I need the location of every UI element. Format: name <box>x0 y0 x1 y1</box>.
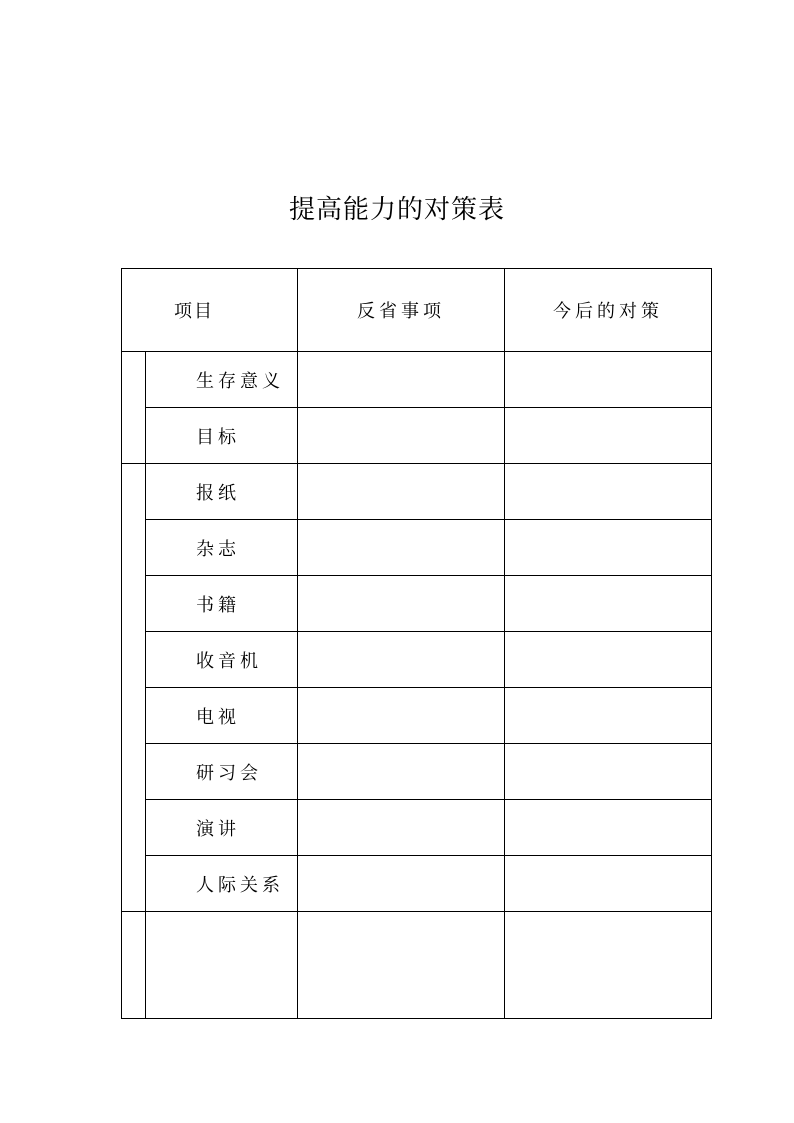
table-row <box>122 632 712 688</box>
reflection-cell[interactable] <box>298 744 505 800</box>
item-label: 演讲 <box>146 800 298 856</box>
table-row <box>122 688 712 744</box>
countermeasure-cell[interactable] <box>505 352 712 408</box>
item-label: 书籍 <box>146 576 298 632</box>
table-row <box>122 800 712 856</box>
item-label: 研习会 <box>146 744 298 800</box>
reflection-cell[interactable] <box>298 912 505 1019</box>
page-title: 提高能力的对策表 <box>288 195 505 225</box>
countermeasure-cell[interactable] <box>505 632 712 688</box>
reflection-cell[interactable] <box>298 632 505 688</box>
reflection-cell[interactable] <box>298 464 505 520</box>
header-reflection: 反省事项 <box>298 269 505 352</box>
countermeasure-cell[interactable] <box>505 912 712 1019</box>
group-cell-3 <box>122 912 146 1019</box>
countermeasure-cell[interactable] <box>505 800 712 856</box>
item-label: 杂志 <box>146 520 298 576</box>
item-label: 收音机 <box>146 632 298 688</box>
table-row <box>122 520 712 576</box>
countermeasure-table <box>121 268 712 1019</box>
item-label: 报纸 <box>146 464 298 520</box>
table-row-blank <box>122 912 712 1019</box>
item-label: 目标 <box>146 408 298 464</box>
reflection-cell[interactable] <box>298 408 505 464</box>
item-label-blank[interactable] <box>146 912 298 1019</box>
countermeasure-cell[interactable] <box>505 576 712 632</box>
table-row <box>122 352 712 408</box>
reflection-cell[interactable] <box>298 576 505 632</box>
reflection-cell[interactable] <box>298 352 505 408</box>
table-row <box>122 408 712 464</box>
item-label: 人际关系 <box>146 856 298 912</box>
header-item: 项目 <box>122 269 298 352</box>
reflection-cell[interactable] <box>298 800 505 856</box>
reflection-cell[interactable] <box>298 688 505 744</box>
table-row <box>122 464 712 520</box>
countermeasure-cell[interactable] <box>505 688 712 744</box>
group-cell-2 <box>122 464 146 912</box>
countermeasure-cell[interactable] <box>505 464 712 520</box>
countermeasure-cell[interactable] <box>505 520 712 576</box>
reflection-cell[interactable] <box>298 856 505 912</box>
countermeasure-cell[interactable] <box>505 856 712 912</box>
countermeasure-cell[interactable] <box>505 408 712 464</box>
group-cell-1 <box>122 352 146 464</box>
countermeasure-cell[interactable] <box>505 744 712 800</box>
item-label: 生存意义 <box>146 352 298 408</box>
table-row <box>122 576 712 632</box>
table-header-row <box>122 269 712 352</box>
table-row <box>122 856 712 912</box>
reflection-cell[interactable] <box>298 520 505 576</box>
table-row <box>122 744 712 800</box>
item-label: 电视 <box>146 688 298 744</box>
header-countermeasure: 今后的对策 <box>505 269 712 352</box>
